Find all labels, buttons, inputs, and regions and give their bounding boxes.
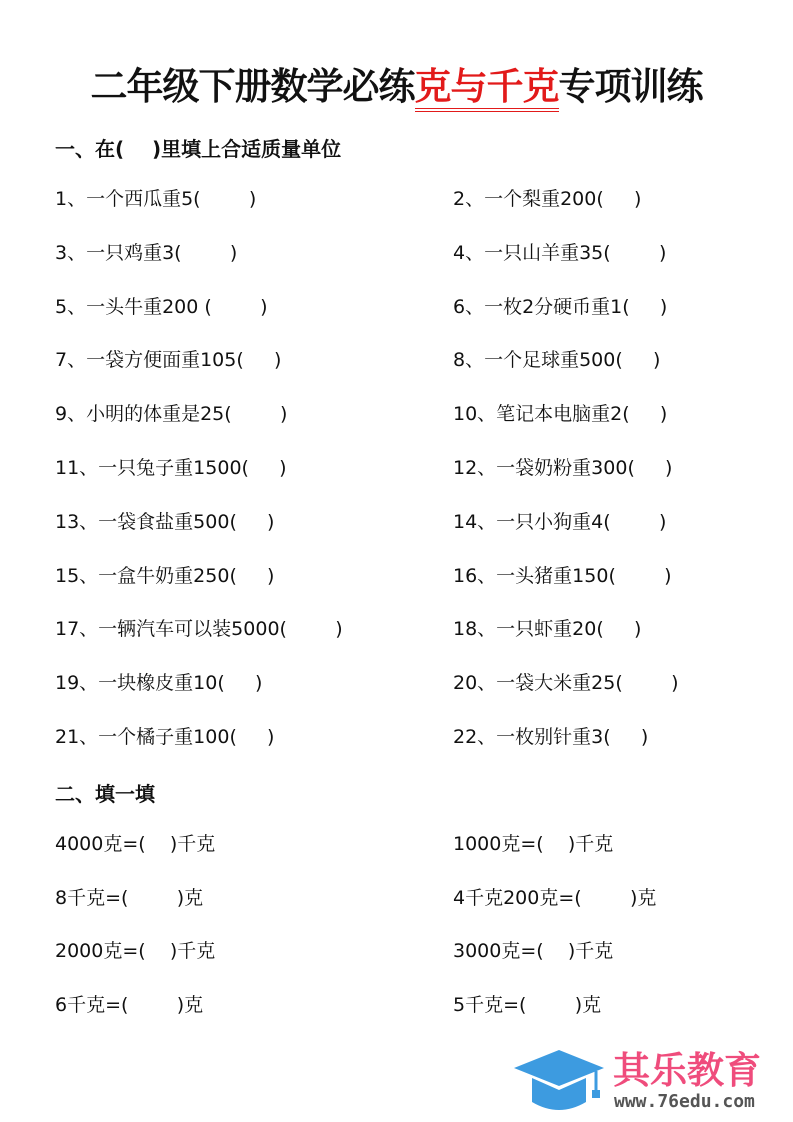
question-item: 15、一盒牛奶重250( )	[55, 564, 275, 587]
section1-heading: 一、在( )里填上合适质量单位	[55, 137, 342, 161]
question-item: 12、一袋奶粉重300( )	[453, 457, 673, 479]
question-item: 20、一袋大米重25( )	[453, 672, 679, 695]
question-item: 6、一枚2分硬币重1( )	[453, 295, 668, 318]
question-item: 14、一只小狗重4( )	[453, 510, 667, 533]
question-item: 1、一个西瓜重5( )	[55, 188, 257, 210]
question-item: 5、一头牛重200 ( )	[55, 295, 268, 318]
question-item: 9、小明的体重是25( )	[55, 403, 288, 426]
page-title	[0, 56, 793, 110]
question-item: 3、一只鸡重3( )	[55, 241, 238, 264]
question-item: 7、一袋方便面重105( )	[55, 349, 282, 372]
question-item: 4、一只山羊重35( )	[453, 241, 667, 264]
question-item: 2、一个梨重200( )	[453, 188, 642, 210]
question-item: 6千克=( )克	[55, 994, 204, 1017]
question-item: 19、一块橡皮重10( )	[55, 672, 263, 695]
question-item: 8、一个足球重500( )	[453, 349, 661, 372]
question-item: 16、一头猪重150( )	[453, 564, 672, 587]
question-item: 21、一个橘子重100( )	[55, 726, 275, 748]
title-highlight: 克与千克	[415, 65, 559, 112]
section2-heading: 二、填一填	[55, 782, 155, 806]
question-item: 3000克=( )千克	[453, 940, 614, 963]
title-part1: 二年级下册数学必练	[90, 65, 415, 108]
question-item: 2000克=( )千克	[55, 940, 216, 963]
question-item: 4千克200克=( )克	[453, 886, 657, 909]
title-part2: 专项训练	[558, 65, 703, 108]
question-item: 17、一辆汽车可以装5000( )	[55, 618, 343, 641]
question-item: 13、一袋食盐重500( )	[55, 510, 275, 533]
question-item: 10、笔记本电脑重2( )	[453, 403, 668, 426]
question-item: 5千克=( )克	[453, 994, 602, 1017]
logo	[510, 1040, 790, 1118]
brand-name: 其乐教育	[613, 1049, 761, 1092]
question-item: 4000克=( )千克	[55, 833, 216, 855]
question-item: 22、一枚别针重3( )	[453, 726, 649, 748]
question-item: 1000克=( )千克	[453, 833, 614, 855]
question-item: 11、一只兔子重1500( )	[55, 457, 287, 479]
brand-url: www.76edu.com	[614, 1091, 755, 1112]
graduation-cap-icon	[510, 1048, 608, 1114]
question-item: 18、一只虾重20( )	[453, 618, 642, 641]
question-item: 8千克=( )克	[55, 886, 204, 909]
